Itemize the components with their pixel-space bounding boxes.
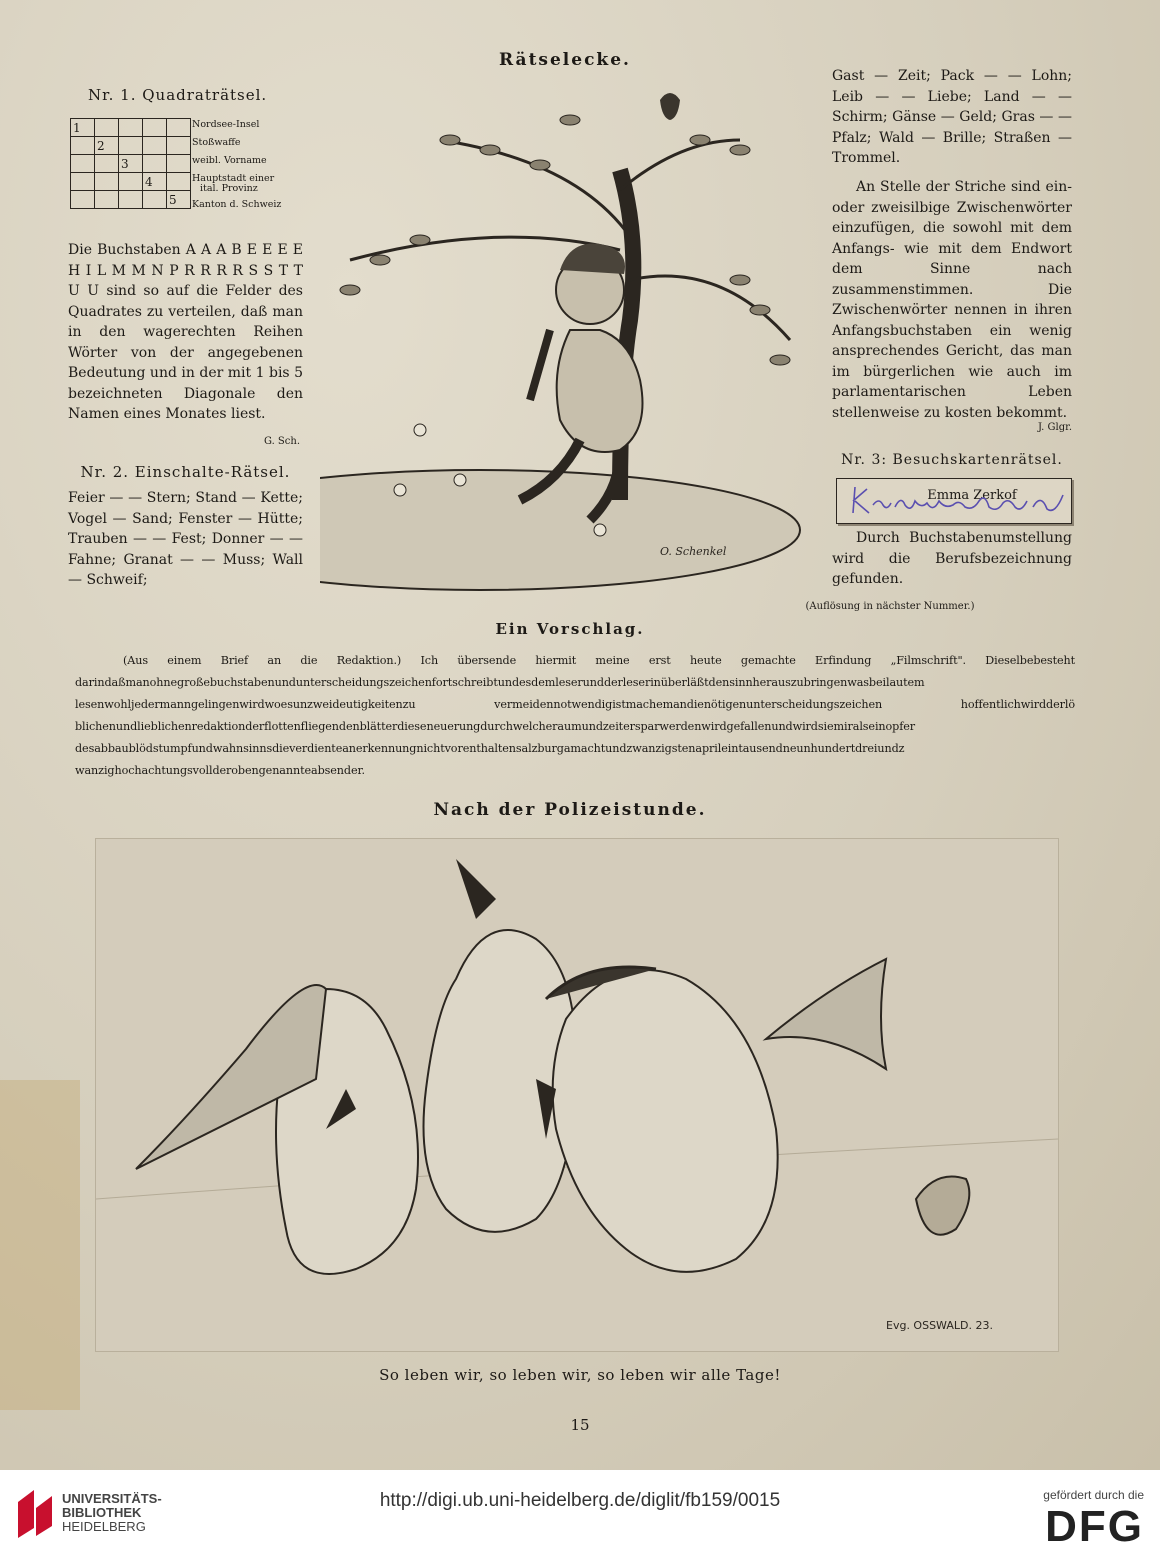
- grid-cell-3: 3: [119, 155, 143, 173]
- cartoon-caption: So leben wir, so leben wir, so leben wir alle Tage!: [379, 1366, 781, 1384]
- footer-bar: [0, 1470, 1160, 1561]
- grid-cell-4: 4: [143, 173, 167, 191]
- penguin-cartoon: [95, 838, 1059, 1352]
- clue-4a: Hauptstadt einer: [192, 173, 275, 184]
- library-line3: HEIDELBERG: [62, 1519, 146, 1534]
- grid-cell-2: 2: [95, 137, 119, 155]
- solution-note: (Auflösung in nächster Nummer.): [805, 601, 975, 612]
- crossword-clues: [192, 116, 281, 214]
- puzzle2-title: Nr. 2. Einschalte-Rätsel.: [80, 463, 291, 481]
- clue-1: Nordsee-Insel: [192, 119, 260, 130]
- puzzle1-text: Die Buchstaben A A A B E E E E H I L M M N P R R R R S S T T U U sind so auf die Felder des Quadrates zu verteilen, daß man in den wagerechten Reihen Wörter von der angegebenen Bedeutung und in der mit 1 bis 5 bezeichneten Diagonale den Namen eines Monates liest.: [68, 242, 303, 422]
- funding-label: gefördert durch die: [1043, 1488, 1144, 1502]
- proposal-text: (Aus einem Brief an die Redaktion.) Ich übersende hiermit meine erst heute gemachte Erfindung „Filmschrift". Dieselbebesteht darindaßmanohnegroßebuchstabenundunterscheidungszeichenfortschreibtundesdemleserundderleserinüberläßtdensinnherauszubringenwasbeilautem lesenwohljedermanngelingenwirdwoesunzweideutigkeitenzu vermeidennotwendigistmachemandienötigenunterscheidungszeichen hoffentlichwirdderlö blichenundlieblichenredaktionderflottenfliegendenblätterdieseneuerungdurchwelcheraumundzeitersparwerdenwirdgefallenundwirdsiemiralseinopfer desabbaublödstumpfundwahnsinnsdieverdienteanerkennungnichtvorenthaltensalzburgamachtundzwanzigstenaprileintausendneunhundertdreiundz wanzighochachtungsvollderobengenannteabsender.: [75, 654, 1075, 777]
- puzzle1-signature: G. Sch.: [263, 436, 300, 447]
- faun-signature: O. Schenkel: [660, 545, 727, 558]
- dfg-logo: DFG: [1045, 1502, 1144, 1551]
- card-name: Emma Zerkof: [927, 488, 1017, 503]
- clue-5: Kanton d. Schweiz: [192, 199, 282, 210]
- cartoon-signature: Evg. OSSWALD. 23.: [886, 1319, 993, 1332]
- clue-4b: ital. Provinz: [200, 183, 258, 194]
- proposal-title: Ein Vorschlag.: [495, 620, 645, 638]
- library-name: [62, 1492, 162, 1534]
- puzzle3-title: Nr. 3: Besuchskartenrätsel.: [841, 452, 1063, 468]
- cartoon-title: Nach der Polizeistunde.: [433, 800, 707, 820]
- tape-stain: [0, 1080, 80, 1410]
- puzzle2-text-right: Gast — Zeit; Pack — — Lohn; Leib — — Liebe; Land — — Schirm; Gänse — Geld; Gras — — Pfalz; Wald — Brille; Straßen — Trommel.: [832, 68, 1072, 166]
- crossword-grid: [70, 118, 191, 209]
- library-line2: BIBLIOTHEK: [62, 1505, 142, 1520]
- visiting-card: [836, 478, 1072, 524]
- puzzle3-text: Durch Buchstabenumstellung wird die Berufsbezeichnung gefunden.: [832, 530, 1072, 587]
- puzzle2-signature: J. Glgr.: [1037, 422, 1072, 433]
- grid-cell-1: 1: [71, 119, 95, 137]
- puzzle2-text-left: Feier — — Stern; Stand — Kette; Vogel — Sand; Fenster — Hütte; Trauben — — Fest; Donner — — Fahne; Granat — — Muss; Wall — Schweif;: [68, 490, 303, 588]
- page-number: 15: [570, 1416, 590, 1434]
- faun-illustration: [320, 80, 820, 600]
- penguin-drawing: [96, 839, 1058, 1351]
- source-url[interactable]: http://digi.ub.uni-heidelberg.de/diglit/fb159/0015: [379, 1490, 781, 1511]
- clue-2: Stoßwaffe: [192, 137, 241, 148]
- puzzle2-instructions: An Stelle der Striche sind ein- oder zweisilbige Zwischenwörter einzufügen, die sowohl mit dem Anfangs- wie mit dem Endwort dem Sinne nach zusammenstimmen. Die Zwischenwörter nennen in ihren Anfangsbuchstaben ein wenig ansprechendes Gericht, das man im bürgerlichen wie auch im parlamentarischen Leben stellenweise zu kosten bekommt.: [832, 179, 1072, 421]
- university-logo-icon: [14, 1488, 56, 1540]
- clue-3: weibl. Vorname: [192, 155, 267, 166]
- handwritten-scrawl: [849, 483, 1069, 517]
- puzzle1-title: Nr. 1. Quadraträtsel.: [88, 86, 268, 104]
- page-title: Rätselecke.: [499, 50, 631, 70]
- library-line1: UNIVERSITÄTS-: [62, 1491, 162, 1506]
- grid-cell-5: 5: [167, 191, 191, 209]
